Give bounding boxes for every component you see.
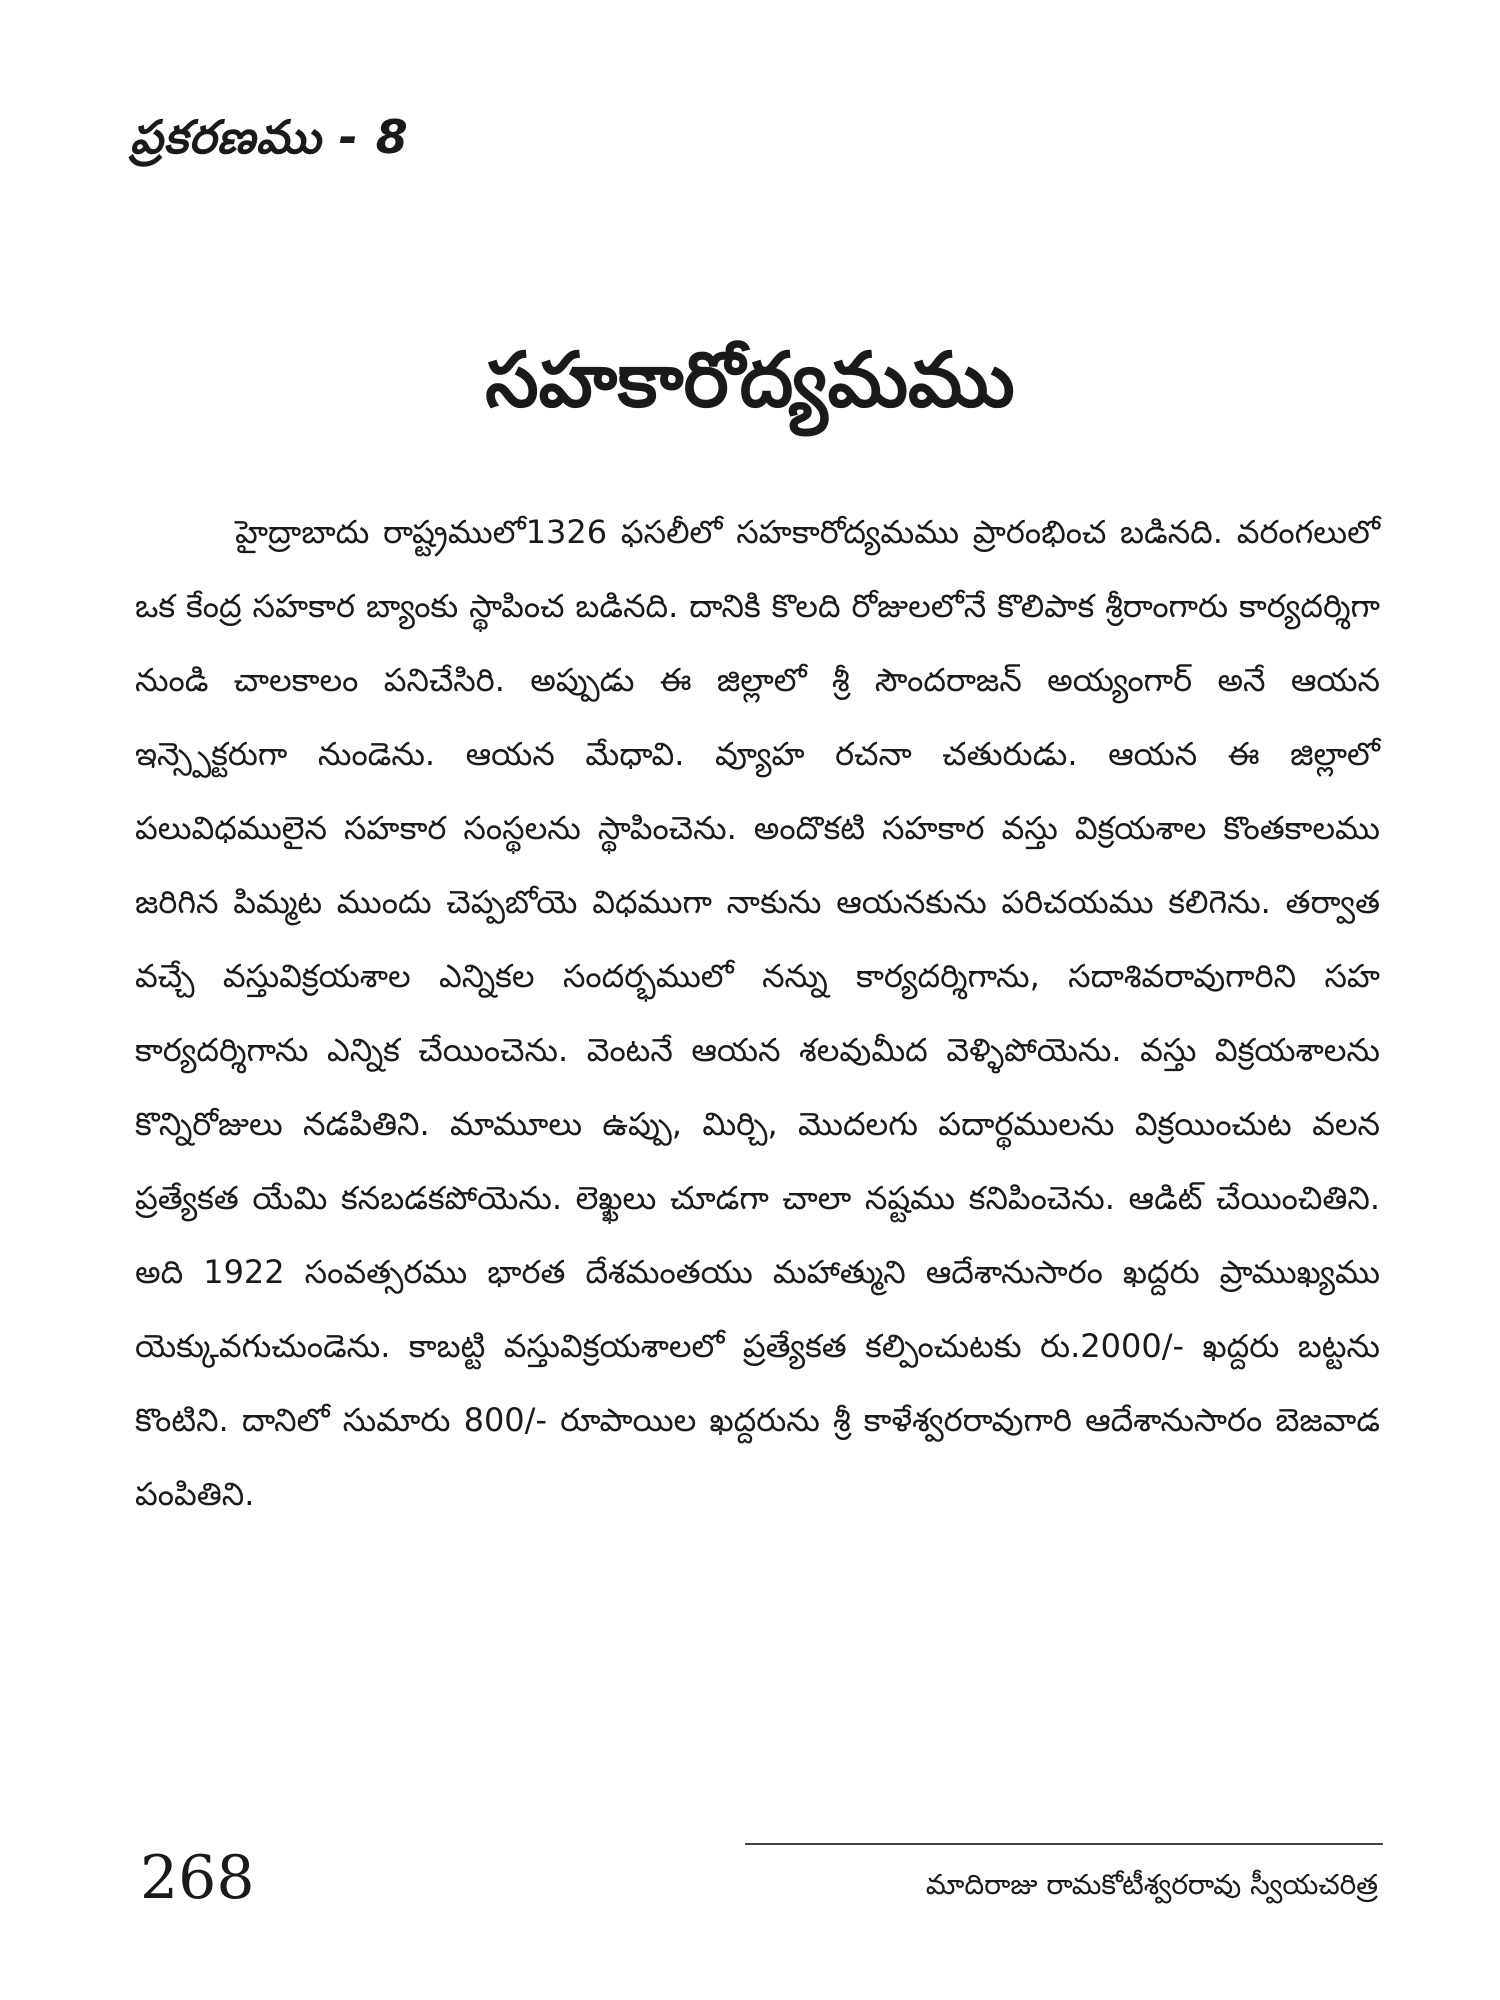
footer-divider [745, 1843, 1383, 1845]
body-paragraph: హైద్రాబాదు రాష్ట్రములో1326 ఫసలీలో సహకారోద్యమము ప్రారంభించ బడినది. వరంగలులో ఒక కేంద్ర సహకార బ్యాంకు స్థాపించ బడినది. దానికి కొలది రోజులలోనే కొలిపాక శ్రీరాంగారు కార్యదర్శిగా నుండి చాలకాలం పనిచేసిరి. అప్పుడు ఈ జిల్లాలో శ్రీ సౌందరాజన్ అయ్యంగార్ అనే ఆయన ఇన్స్పెక్టరుగా నుండెను. ఆయన మేధావి. వ్యూహ రచనా చతురుడు. ఆయన ఈ జిల్లాలో పలువిధములైన సహకార సంస్థలను స్థాపించెను. అందొకటి సహకార వస్తు విక్రయశాల కొంతకాలము జరిగిన పిమ్మట ముందు చెప్పబోయె విధముగా నాకును ఆయనకును పరిచయము కలిగెను. తర్వాత వచ్చే వస్తువిక్రయశాల ఎన్నికల సందర్భములో నన్ను కార్యదర్శిగాను, సదాశివరావుగారిని సహ కార్యదర్శిగాను ఎన్నిక చేయించెను. వెంటనే ఆయన శలవుమీద వెళ్ళిపోయెను. వస్తు విక్రయశాలను కొన్నిరోజులు నడపితిని. మామూలు ఉప్పు, మిర్చి, మొదలగు పదార్థములను విక్రయించుట వలన ప్రత్యేకత యేమి కనబడకపోయెను. లెఖ్ఖలు చూడగా చాలా నష్టము కనిపించెను. ఆడిట్ చేయించితిని. అది 1922 సంవత్సరము భారత దేశమంతయు మహాత్ముని ఆదేశానుసారం ఖద్దరు ప్రాముఖ్యము యెక్కువగుచుండెను. కాబట్టి వస్తువిక్రయశాలలో ప్రత్యేకత కల్పించుటకు రు.2000/- ఖద్దరు బట్టను కొంటిని. దానిలో సుమారు 800/- రూపాయిల ఖద్దరును శ్రీ కాళేశ్వరరావుగారి ఆదేశానుసారం బెజవాడ పంపితిని. [135, 513, 1380, 1513]
running-footer-title: మాదిరాజు రామకోటీశ్వరరావు స్వీయచరిత్ర [925, 1868, 1378, 1901]
chapter-title: సహకారోద్యమము [485, 335, 1015, 424]
chapter-label: ప్రకరణము - 8 [130, 110, 409, 164]
page-number: 268 [140, 1843, 255, 1913]
